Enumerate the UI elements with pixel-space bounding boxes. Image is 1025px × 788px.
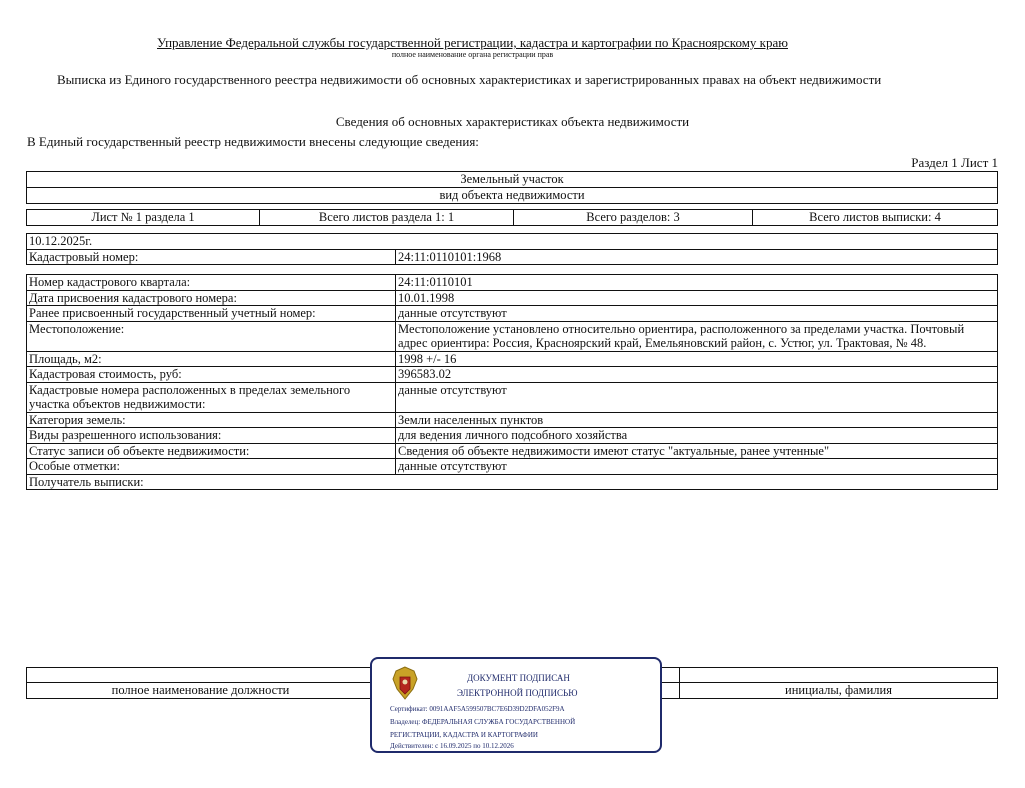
object-type: Земельный участок — [27, 172, 998, 188]
row-value: данные отсутствуют — [396, 459, 998, 475]
row-label: Номер кадастрового квартала: — [27, 275, 396, 291]
row-label: Статус записи об объекте недвижимости: — [27, 443, 396, 459]
total-sheets-section: Всего листов раздела 1: 1 — [260, 210, 514, 226]
date-cadastral-table — [26, 233, 998, 265]
total-sections: Всего разделов: 3 — [514, 210, 753, 226]
table-row — [27, 290, 998, 306]
row-label: Виды разрешенного использования: — [27, 428, 396, 444]
agency-name: Управление Федеральной службы государственной регистрации, кадастра и картографии по Красноярскому краю — [157, 35, 788, 50]
row-label: Особые отметки: — [27, 459, 396, 475]
total-sheets-extract: Всего листов выписки: 4 — [753, 210, 998, 226]
sheets-table — [26, 209, 998, 226]
row-value: 1998 +/- 16 — [396, 351, 998, 367]
object-type-table — [26, 171, 998, 204]
row-label: Категория земель: — [27, 412, 396, 428]
table-row — [27, 351, 998, 367]
row-value: данные отсутствуют — [396, 306, 998, 322]
row-value: данные отсутствуют — [396, 382, 998, 412]
row-label: Кадастровые номера расположенных в пределах земельного участка объектов недвижимости: — [27, 382, 396, 412]
object-type-caption: вид объекта недвижимости — [27, 188, 998, 204]
row-value: 24:11:0110101 — [396, 275, 998, 291]
row-label: Получатель выписки: — [27, 474, 998, 490]
row-value: 10.01.1998 — [396, 290, 998, 306]
stamp-owner-2: РЕГИСТРАЦИИ, КАДАСТРА И КАРТОГРАФИИ — [390, 731, 538, 739]
table-row — [27, 412, 998, 428]
table-row — [27, 443, 998, 459]
position-field — [27, 668, 375, 683]
table-row — [27, 321, 998, 351]
table-row — [27, 428, 998, 444]
section-title: Сведения об основных характеристиках объекта недвижимости — [335, 114, 690, 129]
row-label: Дата присвоения кадастрового номера: — [27, 290, 396, 306]
row-label: Местоположение: — [27, 321, 396, 351]
stamp-title: ДОКУМЕНТ ПОДПИСАН — [467, 673, 570, 683]
stamp-certificate: Сертификат: 0091AAF5A599507BC7E6D39D2DFA052F9A — [390, 705, 565, 713]
cadastral-number-label: Кадастровый номер: — [27, 249, 396, 265]
row-label: Ранее присвоенный государственный учетный номер: — [27, 306, 396, 322]
row-value: Местоположение установлено относительно ориентира, расположенного за пределами участка. Почтовый адрес ориентира: Россия, Красноярский край, Емельяновский район, с. Устюг, ул. Трактовая, № 48. — [396, 321, 998, 351]
section-reference: Раздел 1 Лист 1 — [911, 155, 998, 170]
agency-caption: полное наименование органа регистрации прав — [391, 50, 554, 59]
stamp-validity: Действителен: с 16.09.2025 по 10.12.2026 — [390, 742, 514, 750]
table-row — [27, 306, 998, 322]
table-row — [27, 275, 998, 291]
extract-title: Выписка из Единого государственного реестра недвижимости об основных характеристиках и зарегистрированных правах на объект недвижимости — [57, 72, 882, 87]
row-value: для ведения личного подсобного хозяйства — [396, 428, 998, 444]
table-row — [27, 367, 998, 383]
stamp-owner-1: Владелец: ФЕДЕРАЛЬНАЯ СЛУЖБА ГОСУДАРСТВЕННОЙ — [390, 718, 576, 726]
extract-date: 10.12.2025г. — [27, 234, 998, 250]
name-caption: инициалы, фамилия — [680, 683, 998, 699]
table-row — [27, 459, 998, 475]
intro-text: В Единый государственный реестр недвижимости внесены следующие сведения: — [27, 134, 479, 149]
row-value: 396583.02 — [396, 367, 998, 383]
characteristics-table — [26, 274, 998, 490]
emblem-icon — [390, 665, 420, 701]
row-label: Площадь, м2: — [27, 351, 396, 367]
stamp-subtitle: ЭЛЕКТРОННОЙ ПОДПИСЬЮ — [457, 688, 578, 698]
sheet-number: Лист № 1 раздела 1 — [27, 210, 260, 226]
position-caption: полное наименование должности — [27, 683, 375, 699]
electronic-signature-stamp — [370, 657, 662, 753]
cadastral-number-value: 24:11:0110101:1968 — [396, 249, 998, 265]
row-value: Земли населенных пунктов — [396, 412, 998, 428]
table-row — [27, 382, 998, 412]
table-row — [27, 474, 998, 490]
row-value: Сведения об объекте недвижимости имеют статус "актуальные, ранее учтенные" — [396, 443, 998, 459]
row-label: Кадастровая стоимость, руб: — [27, 367, 396, 383]
name-field — [680, 668, 998, 683]
